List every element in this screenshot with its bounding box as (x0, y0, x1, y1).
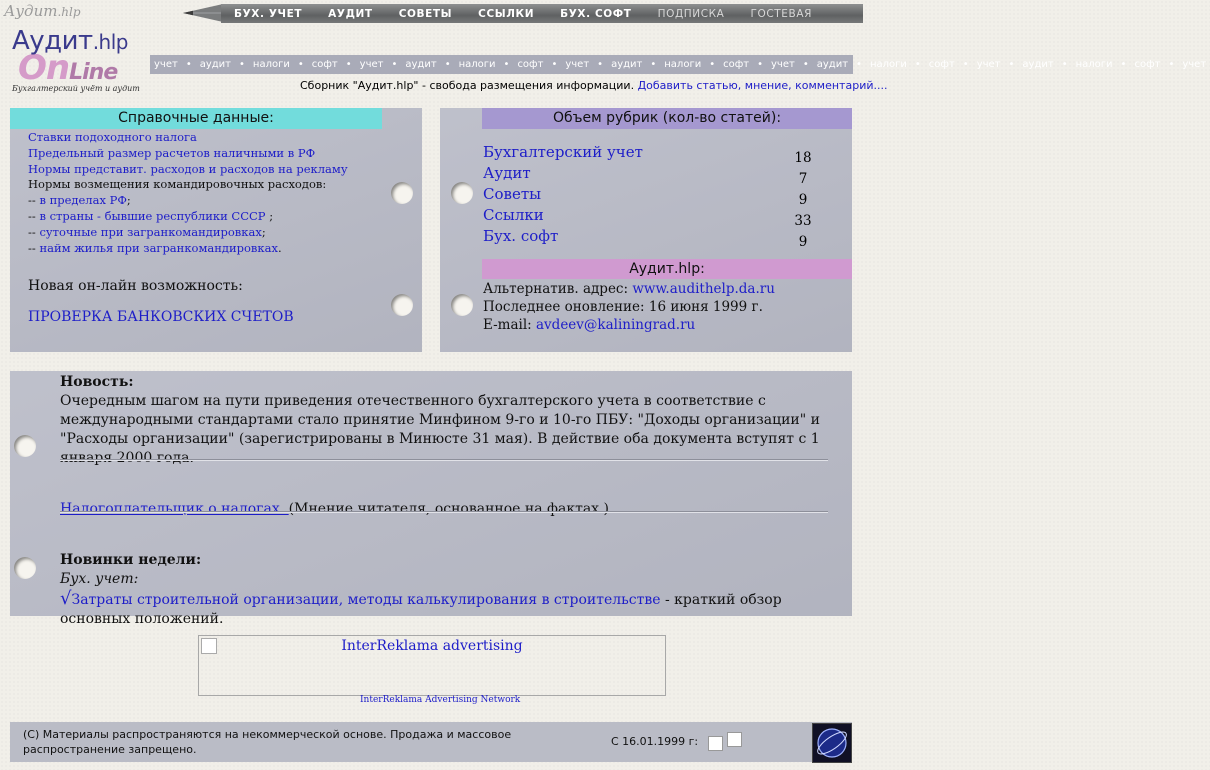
representation-costs-link[interactable]: Нормы представит. расходов и расходов на рекламу (28, 161, 348, 176)
ticker-bullet: • (709, 59, 716, 70)
last-update-text: Последнее оновление: 16 июня 1999 г. (483, 299, 763, 315)
checkmark-icon: √ (60, 588, 72, 609)
binder-hole-icon (391, 294, 413, 316)
rubrics-panel (440, 108, 852, 352)
week-news-title: Новинки недели: (60, 552, 202, 568)
travel-norms-text: Нормы возмещения командировочных расходов: (28, 177, 327, 192)
travel-russia-link[interactable]: в пределах РФ (39, 193, 127, 208)
ticker-item: софт (517, 59, 544, 70)
rubric-ticker (150, 55, 1207, 74)
nav-ssylki[interactable]: ССЫЛКИ (478, 7, 535, 20)
counter-image-icon (727, 732, 742, 747)
ticker-item: учет (771, 59, 795, 70)
taxpayer-note: (Мнение читателя, основанное на фактах.) (288, 501, 609, 517)
binder-hole-icon (451, 182, 473, 204)
email-link[interactable]: avdeev@kaliningrad.ru (536, 317, 696, 333)
ticker-bullet: • (962, 59, 969, 70)
ticker-item: софт (311, 59, 338, 70)
rubric-row (483, 226, 823, 250)
ticker-bullet: • (1061, 59, 1068, 70)
ticker-item: налоги (869, 59, 907, 70)
nav-gostevaya[interactable]: ГОСТЕВАЯ (750, 7, 812, 20)
ticker-item: аудит (611, 59, 643, 70)
counter-image-icon (708, 736, 723, 751)
email-label: E-mail: (483, 317, 536, 333)
ticker-bullet: • (650, 59, 657, 70)
ticker-item: налоги (664, 59, 702, 70)
rubric-buh-uchet-link[interactable]: Бухгалтерский учет (483, 143, 643, 161)
ticker-item: учет (154, 59, 178, 70)
bank-check-link[interactable]: ПРОВЕРКА БАНКОВСКИХ СЧЕТОВ (28, 309, 294, 325)
logo-online: OnLine (18, 48, 118, 88)
rubric-list (483, 142, 823, 250)
binder-hole-icon (14, 435, 36, 457)
ticker-bullet: • (239, 59, 245, 70)
reference-list: Ставки подоходного налога Предельный размер расчетов наличными в РФ Нормы представит. расходов и расходов на рекламу Нормы возмещения командировочных расходов: -- в пределах РФ; -- в страны - бывшие республики СССР ; -- суточные при загранкомандировках; -- найм жилья при загранкомандировках. (28, 130, 348, 255)
copyright-text: (С) Материалы распространяются на некоммерческой основе. Продажа и массовое распространение запрещено. (23, 728, 512, 756)
ticker-item: налоги (458, 59, 496, 70)
ticker-bullet: • (503, 59, 510, 70)
ticker-bullet: • (185, 59, 192, 70)
binder-hole-icon (391, 182, 413, 204)
ticker-bullet: • (444, 59, 451, 70)
counter-since-text: С 16.01.1999 г: (611, 735, 699, 748)
ticker-bullet: • (914, 59, 921, 70)
ticker-item: аудит (405, 59, 437, 70)
ad-banner[interactable] (198, 635, 666, 696)
travel-ussr-link[interactable]: в страны - бывшие республики СССР (39, 208, 266, 223)
rubrics-heading: Объем рубрик (кол-во статей): (482, 108, 852, 129)
logo-tagline: Бухгалтерский учёт и аудит (12, 84, 140, 93)
ticker-item: софт (723, 59, 750, 70)
ticker-item: учет (359, 59, 384, 70)
rubric-count: 33 (794, 213, 812, 229)
alt-address-label: Альтернатив. адрес: (483, 281, 633, 297)
ad-network-link[interactable]: InterReklama Advertising Network (360, 695, 521, 705)
housing-link[interactable]: найм жилья при загранкомандировках (39, 240, 278, 255)
week-category: Бух. учет: (60, 571, 139, 587)
ticker-bullet: • (1120, 59, 1127, 70)
rubric-audit-link[interactable]: Аудит (483, 164, 531, 182)
news-panel (10, 371, 852, 627)
nav-buh-uchet[interactable]: БУХ. УЧЕТ (234, 7, 303, 20)
divider (60, 511, 828, 513)
n-logo-icon[interactable] (812, 723, 852, 763)
rubric-count: 18 (794, 150, 812, 166)
rubric-ssylki-link[interactable]: Ссылки (483, 206, 544, 224)
site-title-suffix: .hlp (57, 5, 81, 19)
binder-hole-icon (451, 294, 473, 316)
site-logo[interactable] (10, 26, 150, 96)
cash-limit-link[interactable]: Предельный размер расчетов наличными в РФ (28, 145, 316, 160)
news-content (60, 373, 830, 629)
ticker-bullet: • (757, 59, 764, 70)
nav-buh-soft[interactable]: БУХ. СОФТ (560, 7, 632, 20)
ticker-item: учет (565, 59, 590, 70)
ticker-bullet: • (802, 59, 809, 70)
site-title-text: Аудит (4, 2, 58, 20)
ticker-bullet: • (856, 59, 862, 70)
tax-rates-link[interactable]: Ставки подоходного налога (28, 130, 197, 144)
ticker-bullet: • (391, 59, 398, 70)
divider (60, 459, 828, 461)
rubric-sovety-link[interactable]: Советы (483, 185, 542, 203)
ticker-bullet: • (1168, 59, 1175, 70)
ticker-bullet: • (345, 59, 352, 70)
ticker-item: софт (928, 59, 955, 70)
ticker-bullet: • (1008, 59, 1015, 70)
new-feature-label: Новая он-лайн возможность: (28, 278, 243, 294)
ticker-item: аудит (1022, 59, 1054, 70)
rubric-buh-soft-link[interactable]: Бух. софт (483, 227, 559, 245)
ticker-item: софт (1134, 59, 1161, 70)
about-heading: Аудит.hlp: (482, 259, 852, 279)
ad-alt-text: InterReklama advertising (341, 638, 523, 654)
rubric-count: 7 (798, 171, 808, 187)
rubric-count: 9 (798, 234, 808, 250)
week-link-tail: - краткий обзор основных положений. (60, 592, 782, 627)
ticker-bullet: • (551, 59, 558, 70)
ticker-item: аудит (199, 59, 232, 70)
top-navigation (221, 4, 863, 23)
info-text: Сборник "Аудит.hlp" - свобода размещения информации. (300, 79, 635, 92)
pencil-icon (183, 4, 223, 22)
site-title (4, 2, 81, 20)
ticker-item: налоги (1075, 59, 1113, 70)
about-info (483, 280, 775, 334)
ticker-item: налоги (252, 59, 290, 70)
nav-audit[interactable]: АУДИТ (328, 7, 373, 20)
ticker-bullet: • (297, 59, 304, 70)
rubric-row (483, 142, 823, 166)
nav-podpiska[interactable]: ПОДПИСКА (657, 7, 725, 20)
binder-hole-icon (14, 557, 36, 579)
reference-panel (10, 108, 422, 352)
taxpayer-link[interactable]: Налогоплательщик о налогах. (60, 501, 289, 517)
construction-costs-link[interactable]: Затраты строительной организации, методы калькулирования в строительстве (71, 592, 661, 608)
ticker-item: аудит (816, 59, 849, 70)
rubric-row (483, 184, 823, 208)
nav-sovety[interactable]: СОВЕТЫ (398, 7, 453, 20)
info-line (300, 79, 887, 92)
ticker-item: учет (976, 59, 1001, 70)
rubric-row (483, 205, 823, 229)
reference-heading: Справочные данные: (10, 108, 382, 129)
logo-audit-hlp: Аудит.hlp (12, 26, 128, 56)
footer (10, 722, 852, 762)
add-article-link[interactable]: Добавить статью, мнение, комментарий.... (637, 79, 888, 92)
news-title: Новость: (60, 374, 134, 390)
news-body: Очередным шагом на пути приведения отечественного бухгалтерского учета в соответствие с международными стандартами стало принятие Минфином 9-го и 10-го ПБУ: "Доходы организации" и "Расходы организации" (зарегистрированы в Минюсте 31 мая). В действие оба документа вступят с 1 января 2000 года. (60, 393, 820, 466)
per-diem-link[interactable]: суточные при загранкомандировках (39, 224, 262, 239)
rubric-count: 9 (798, 192, 808, 208)
rubric-row (483, 163, 823, 187)
alt-address-link[interactable]: www.audithelp.da.ru (632, 281, 775, 297)
ticker-item: учет (1182, 59, 1207, 70)
ticker-bullet: • (597, 59, 604, 70)
